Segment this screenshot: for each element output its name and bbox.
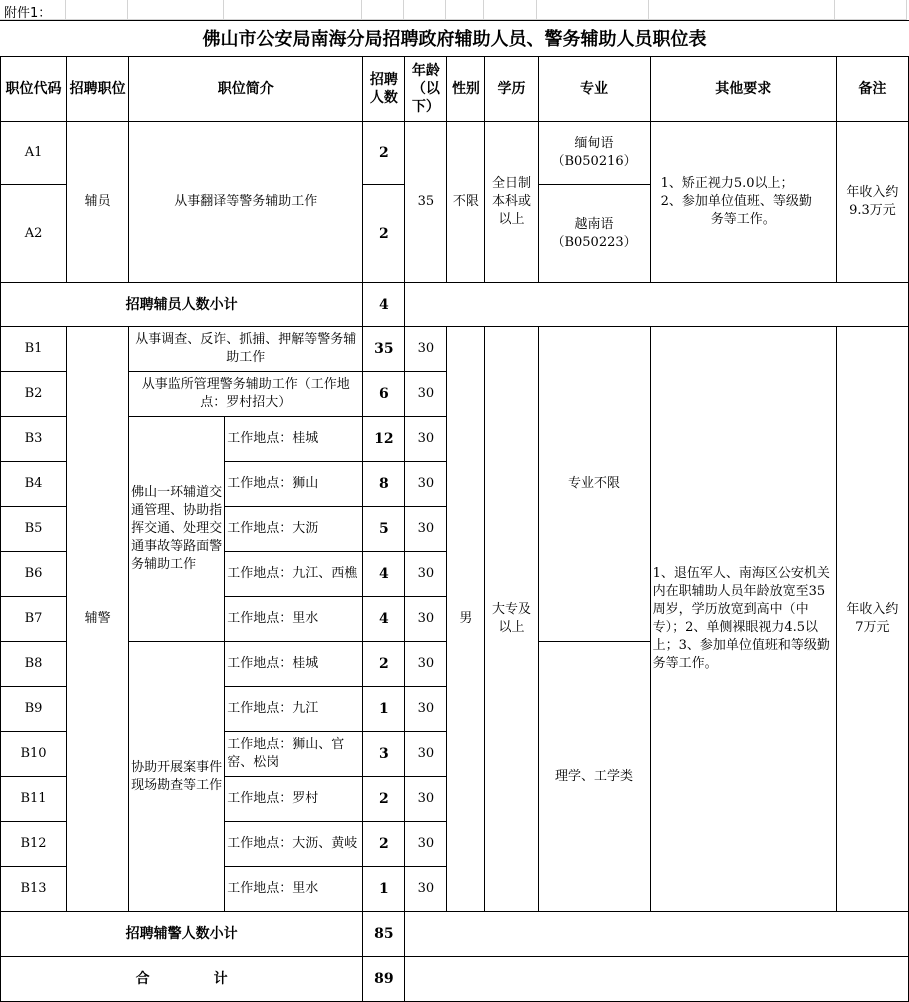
row-location: 工作地点：桂城: [225, 642, 363, 687]
row-age: 30: [405, 372, 447, 417]
row-age: 30: [405, 777, 447, 822]
police-subtotal-row: [1, 912, 909, 957]
row-major: [538, 185, 650, 283]
aux-requirement: 务等工作。: [710, 212, 776, 227]
aux-requirement: 2、参加单位值班、等级勤: [660, 194, 812, 209]
row-age: 30: [405, 732, 447, 777]
aux-subtotal-row: [1, 283, 909, 327]
police-major-any: 专业不限: [538, 327, 650, 642]
row-code: B2: [1, 372, 67, 417]
header-gender: 性别: [447, 57, 485, 122]
empty-cell: [405, 957, 909, 1002]
aux-education: 全日制本科或以上: [485, 122, 538, 283]
header-code: 职位代码: [1, 57, 67, 122]
header-row: [1, 57, 909, 122]
header-count: 招聘人数: [363, 57, 405, 122]
row-code: A2: [1, 185, 67, 283]
row-age: 30: [405, 687, 447, 732]
police-gender: 男: [447, 327, 485, 912]
row-count: 2: [363, 822, 405, 867]
aux-remark-line: 9.3万元: [849, 203, 896, 218]
aux-gender: 不限: [447, 122, 485, 283]
row-code: B3: [1, 417, 67, 462]
police-subtotal-label: 招聘辅警人数小计: [1, 912, 363, 957]
row-count: 2: [363, 185, 405, 283]
row-age: 30: [405, 462, 447, 507]
row-age: 30: [405, 642, 447, 687]
aux-description: 从事翻译等警务辅助工作: [129, 122, 363, 283]
row-code: B8: [1, 642, 67, 687]
spreadsheet-top-row: [0, 0, 909, 20]
row-count: 4: [363, 597, 405, 642]
police-remark-line: 年收入约: [846, 602, 899, 617]
row-age: 30: [405, 507, 447, 552]
row-location: 工作地点：罗村: [225, 777, 363, 822]
major-name: 缅甸语: [574, 136, 614, 151]
major-name: 越南语: [574, 216, 614, 232]
header-other-requirements: 其他要求: [650, 57, 836, 122]
aux-remark-line: 年收入约: [846, 185, 899, 200]
table-row: [1, 327, 909, 372]
aux-remarks: [836, 122, 908, 283]
row-count: 2: [363, 777, 405, 822]
table-row: [1, 122, 909, 185]
header-description: 职位简介: [129, 57, 363, 122]
row-location: 工作地点：里水: [225, 867, 363, 912]
total-value: 89: [363, 957, 405, 1002]
row-code: B13: [1, 867, 67, 912]
row-count: 1: [363, 687, 405, 732]
major-code: （B050216）: [551, 154, 637, 169]
row-location: 工作地点：狮山、官窑、松岗: [225, 732, 363, 777]
row-location: 工作地点：九江、西樵: [225, 552, 363, 597]
header-major: 专业: [538, 57, 650, 122]
row-count: 3: [363, 732, 405, 777]
major-code: （B050223）: [551, 234, 637, 250]
total-row: [1, 957, 909, 1002]
row-location: 工作地点：九江: [225, 687, 363, 732]
row-major: [538, 122, 650, 185]
aux-subtotal-label: 招聘辅员人数小计: [1, 283, 363, 327]
header-remarks: 备注: [836, 57, 908, 122]
row-count: 4: [363, 552, 405, 597]
row-code: B12: [1, 822, 67, 867]
header-position: 招聘职位: [67, 57, 129, 122]
police-major-science: 理学、工学类: [538, 642, 650, 912]
row-code: B9: [1, 687, 67, 732]
row-count: 12: [363, 417, 405, 462]
row-code: B7: [1, 597, 67, 642]
annex-label: 附件1：: [4, 6, 52, 21]
row-location: 工作地点：里水: [225, 597, 363, 642]
row-age: 30: [405, 867, 447, 912]
row-count: 35: [363, 327, 405, 372]
row-location: 工作地点：桂城: [225, 417, 363, 462]
positions-table: [0, 56, 909, 1002]
row-age: 30: [405, 417, 447, 462]
empty-cell: [405, 283, 909, 327]
row-count: 6: [363, 372, 405, 417]
aux-position: 辅员: [67, 122, 129, 283]
empty-cell: [405, 912, 909, 957]
row-code: B1: [1, 327, 67, 372]
police-remark-line: 7万元: [855, 620, 890, 635]
row-location: 工作地点：狮山: [225, 462, 363, 507]
row-description: 从事监所管理警务辅助工作（工作地点：罗村招大）: [129, 372, 363, 417]
investigation-description: 协助开展案事件现场勘查等工作: [129, 642, 225, 912]
row-code: B6: [1, 552, 67, 597]
aux-age: 35: [405, 122, 447, 283]
police-position: 辅警: [67, 327, 129, 912]
table-title: 佛山市公安局南海分局招聘政府辅助人员、警务辅助人员职位表: [0, 20, 909, 56]
row-code: A1: [1, 122, 67, 185]
row-age: 30: [405, 552, 447, 597]
police-subtotal-value: 85: [363, 912, 405, 957]
traffic-description: 佛山一环辅道交通管理、协助指挥交通、处理交通事故等路面警务辅助工作: [129, 417, 225, 642]
row-description: 从事调查、反诈、抓捕、押解等警务辅助工作: [129, 327, 363, 372]
row-code: B4: [1, 462, 67, 507]
row-count: 2: [363, 122, 405, 185]
row-age: 30: [405, 327, 447, 372]
row-code: B11: [1, 777, 67, 822]
row-code: B5: [1, 507, 67, 552]
aux-requirement: 1、矫正视力5.0以上；: [660, 176, 794, 191]
police-education: 大专及以上: [485, 327, 538, 912]
header-education: 学历: [485, 57, 538, 122]
row-code: B10: [1, 732, 67, 777]
row-location: 工作地点：大沥: [225, 507, 363, 552]
row-location: 工作地点：大沥、黄岐: [225, 822, 363, 867]
header-age: 年龄（以下）: [405, 57, 447, 122]
total-label-he: 合: [135, 971, 150, 987]
total-label-ji: 计: [213, 971, 228, 987]
row-age: 30: [405, 597, 447, 642]
total-label: [1, 957, 363, 1002]
row-count: 1: [363, 867, 405, 912]
police-remarks: [836, 327, 908, 912]
aux-subtotal-value: 4: [363, 283, 405, 327]
police-other-requirements: 1、退伍军人、南海区公安机关内在职辅助人员年龄放宽至35周岁，学历放宽到高中（中专）；2、单侧裸眼视力4.5以上；3、参加单位值班和等级勤务等工作。: [650, 327, 836, 912]
row-count: 2: [363, 642, 405, 687]
row-age: 30: [405, 822, 447, 867]
aux-other-requirements: [650, 122, 836, 283]
row-count: 8: [363, 462, 405, 507]
row-count: 5: [363, 507, 405, 552]
